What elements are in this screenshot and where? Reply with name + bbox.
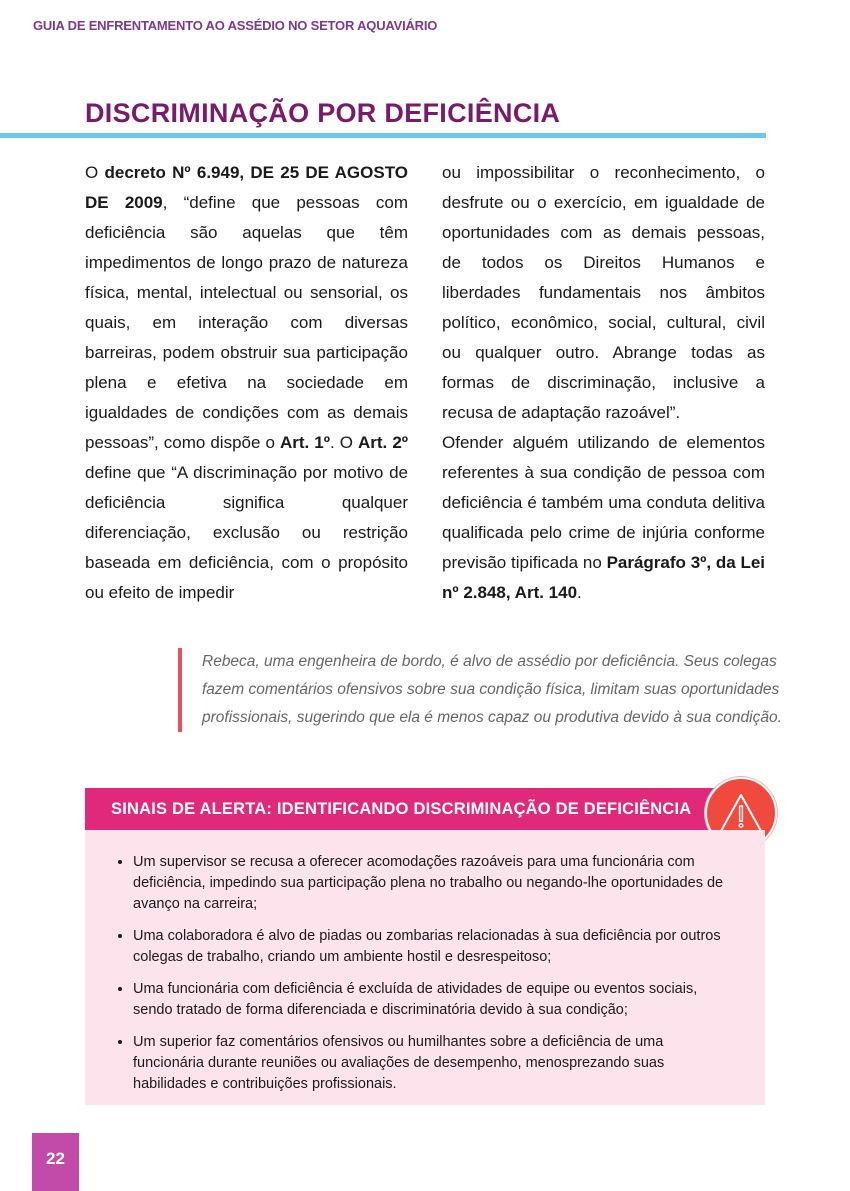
body-column-right <box>442 158 765 608</box>
article-reference: Art. 1º <box>279 433 330 452</box>
text: Ofender alguém utilizando de elementos referentes à sua condição de pessoa com deficiência é também uma conduta delitiva qualificada pelo crime de injúria conforme previsão tipificada no <box>442 433 765 572</box>
decree-reference: decreto Nº 6.949, DE 25 DE AGOSTO DE 2009 <box>85 163 409 212</box>
body-column-left <box>85 158 408 608</box>
paragraph: ou impossibilitar o reconhecimento, o desfrute ou o exercício, em igualdade de oportunidades com as demais pessoas, de todos os Direitos Humanos e liberdades fundamentais nos âmbitos político, econômico, social, cultural, civil ou qualquer outro. Abrange todas as formas de discriminação, inclusive a recusa de adaptação razoável”. <box>442 163 765 422</box>
list-item: • Um supervisor se recusa a oferecer acomodações razoáveis para uma funcionária com deficiência, impedindo sua participação plena no trabalho ou negando-lhe oportunidades de avanço na carreira; <box>133 852 735 915</box>
article-reference: Art. 2º <box>358 433 408 452</box>
list-item: • Uma funcionária com deficiência é excluída de atividades de equipe ou eventos sociais, sendo tratado de forma diferenciada e discriminatória devido à sua condição; <box>133 979 735 1021</box>
running-header: GUIA DE ENFRENTAMENTO AO ASSÉDIO NO SETOR AQUAVIÁRIO <box>33 18 438 33</box>
example-quote: Rebeca, uma engenheira de bordo, é alvo de assédio por deficiência. Seus colegas fazem comentários ofensivos sobre sua condição física, limitam suas oportunidades profissionais, sugerindo que ela é menos capaz ou produtiva devido à sua condição. <box>178 648 789 732</box>
alert-box-title: SINAIS DE ALERTA: IDENTIFICANDO DISCRIMINAÇÃO DE DEFICIÊNCIA <box>85 788 765 830</box>
alert-box-body <box>85 830 765 1105</box>
text: , “define que pessoas com deficiência são aquelas que têm impedimentos de longo prazo de natureza física, mental, intelectual ou sensorial, os quais, em interação com diversas barreiras, podem obstruir sua participação plena e efetiva na sociedade em igualdades de condições com as demais pessoas”, como dispõe o <box>85 193 408 452</box>
warning-signs-list <box>115 852 735 1095</box>
text: define que “A discriminação por motivo de deficiência significa qualquer diferenciação, exclusão ou restrição baseada em deficiência, com o propósito ou efeito de impedir <box>85 463 408 602</box>
list-item: • Uma colaboradora é alvo de piadas ou zombarias relacionadas à sua deficiência por outros colegas de trabalho, criando um ambiente hostil e desrespeitoso; <box>133 926 735 968</box>
title-divider <box>0 133 766 138</box>
list-item: • Um superior faz comentários ofensivos ou humilhantes sobre a deficiência de uma funcionária durante reuniões ou avaliações de desempenho, menosprezando suas habilidades e contribuições profissionais. <box>133 1032 735 1095</box>
text: O <box>85 163 105 182</box>
text: . O <box>329 433 358 452</box>
law-reference: Parágrafo 3º, da Lei nº 2.848, Art. 140 <box>442 553 766 602</box>
page-number: 22 <box>32 1133 79 1191</box>
paragraph <box>442 428 765 608</box>
text: . <box>577 583 582 602</box>
section-title: DISCRIMINAÇÃO POR DEFICIÊNCIA <box>85 98 561 128</box>
